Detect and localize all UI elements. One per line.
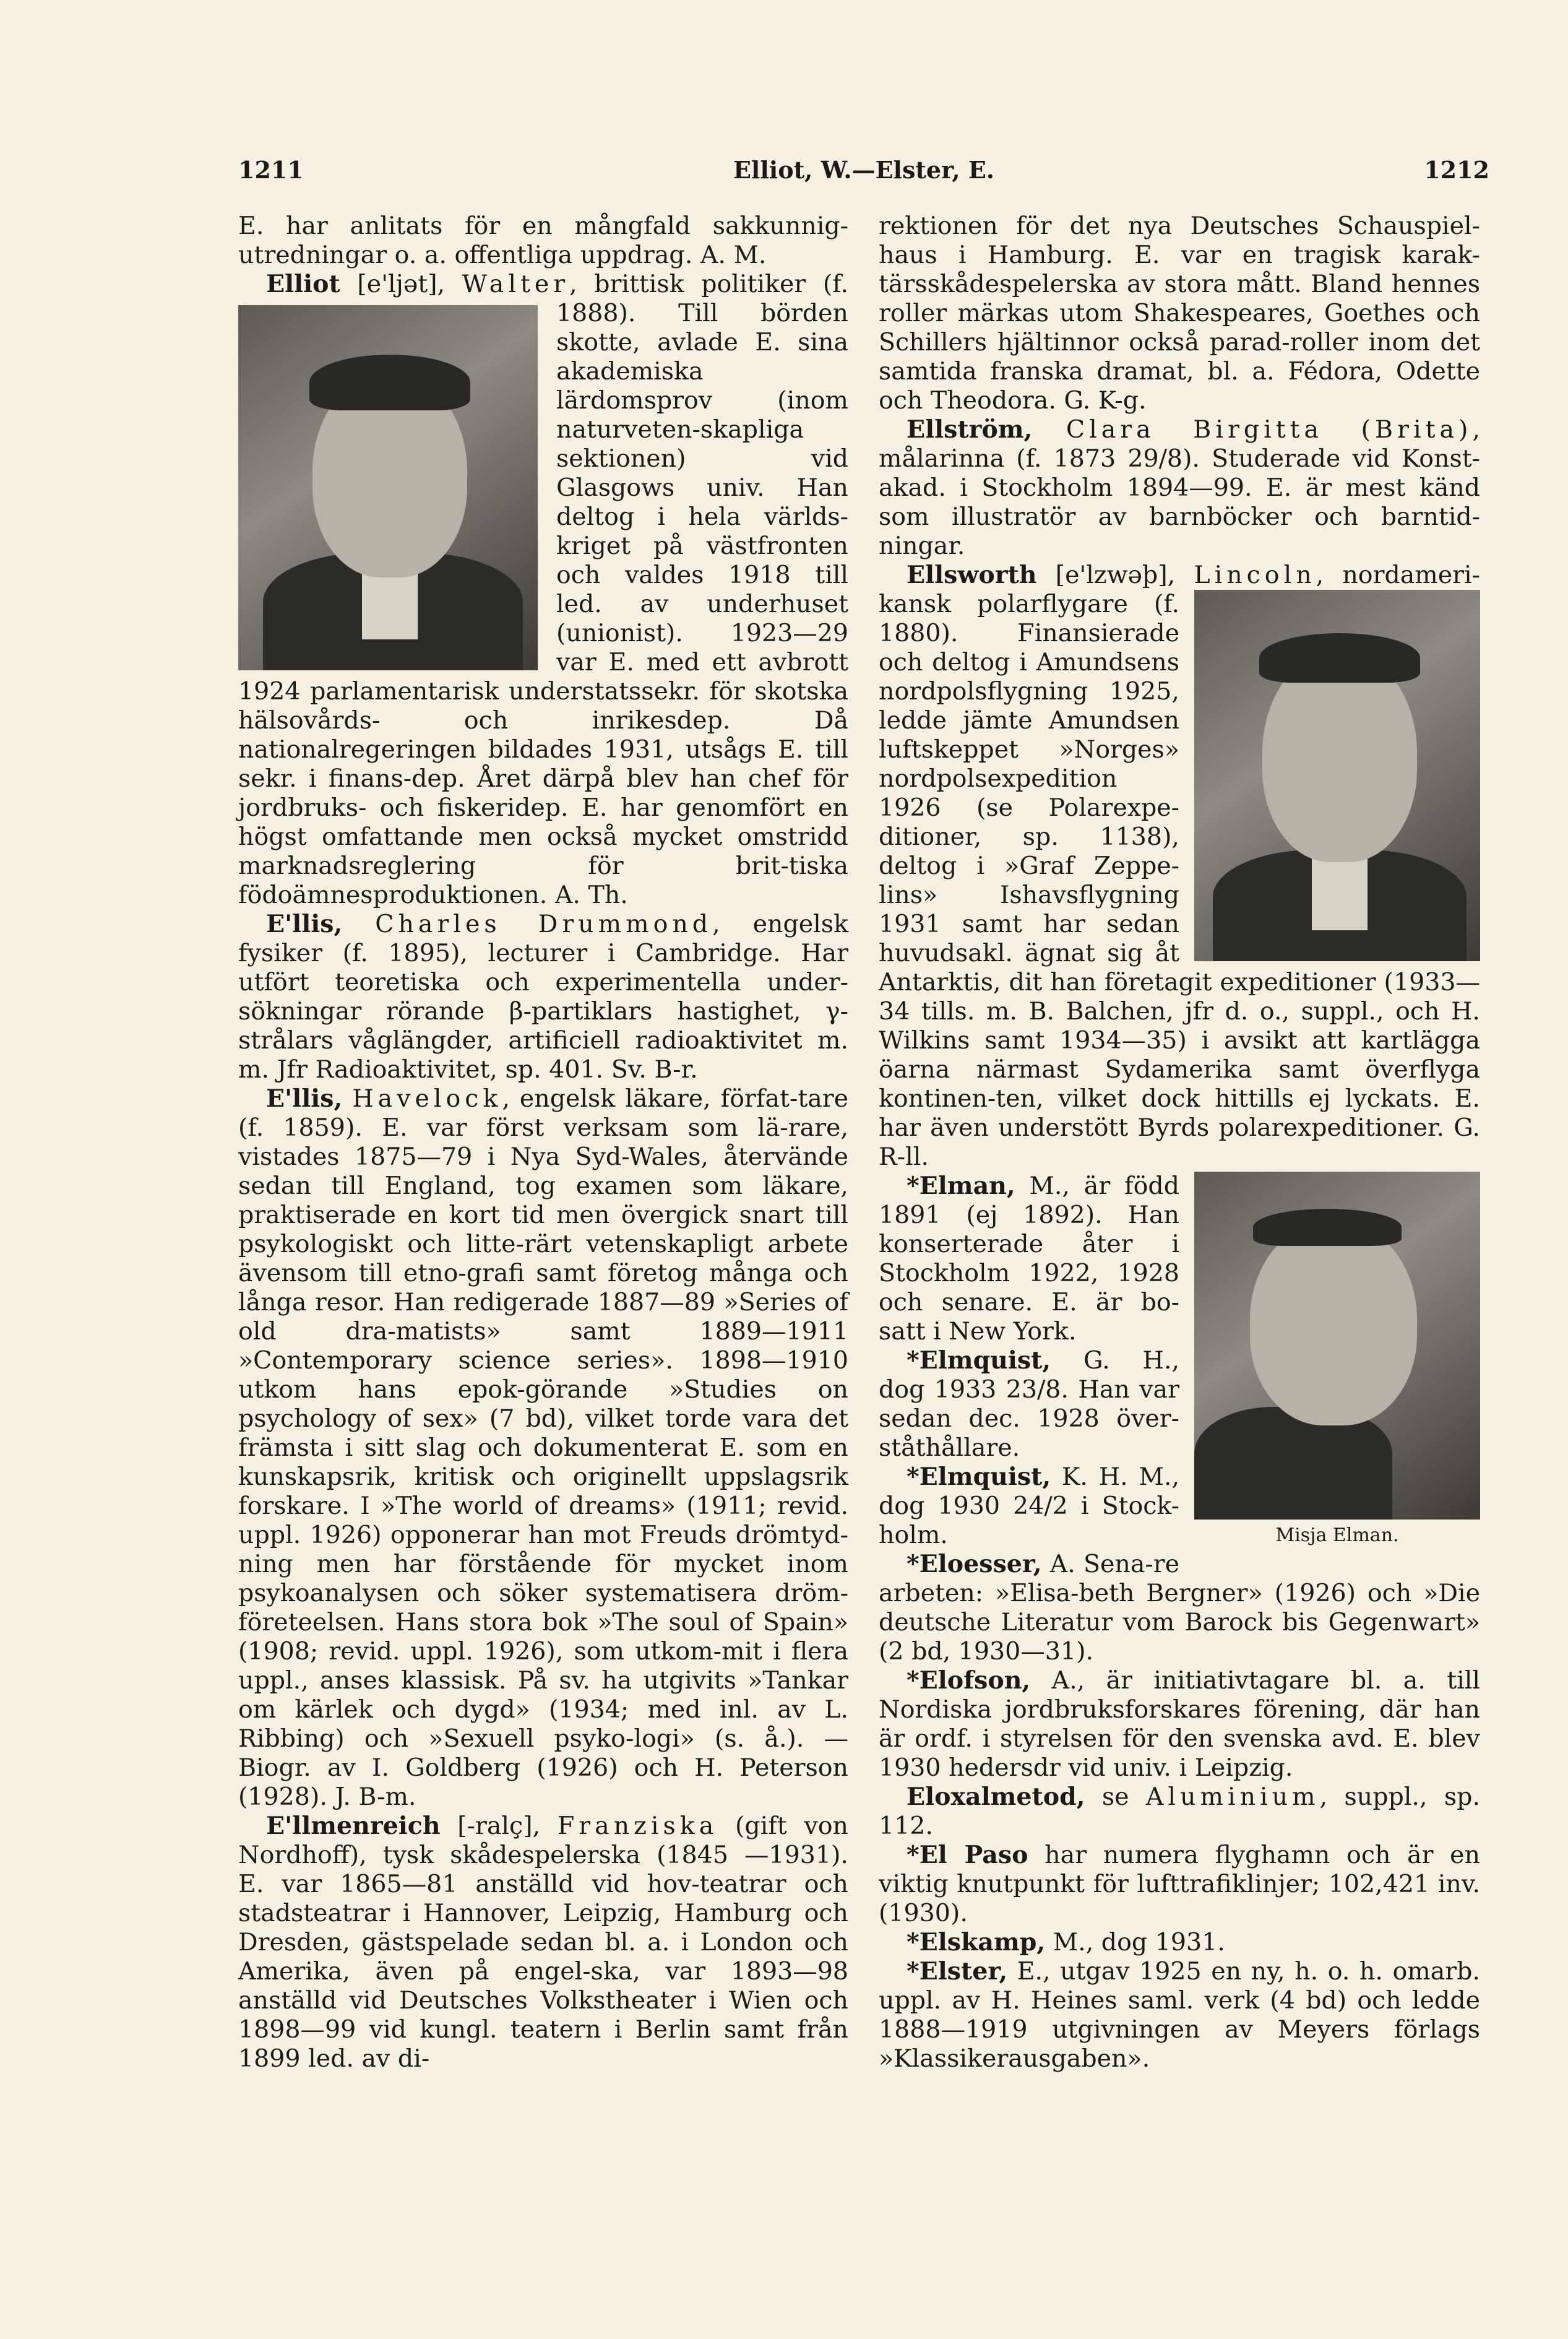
entry-elman: Misja Elman. *Elman, M., är född 1891 (ej 1892). Han konserterade åter i Stockholm 1922, 1928 och senare. E. är bo-satt i New York. xyxy=(879,1172,1480,1346)
entry-elliot: Elliot [e'ljət], Walter , brittisk politiker (f. 1888). Till börden skotte, avlade E. sina akademiska lärdomsprov (inom naturveten-skapliga sektionen) vid Glasgows univ. Han deltog i hela världs-kriget på västfronten och valdes 1918 till led. av underhuset (unionist). 1923—29 var E. med ett avbrott 1924 parlamentarisk understatssekr. för skotska hälsovårds- och inrikesdep. Då nationalregeringen bildades 1931, utsågs E. till sekr. i finans-dep. Året därpå blev han chef för jordbruks- och fiskeridep. E. har genomfört en högst omfattande men också mycket omstridd marknadsreglering för brit-tiska födoämnesproduktionen. A. Th. xyxy=(238,270,848,909)
entry-ellis-havelock: E'llis, Havelock, engelsk läkare, förfat-tare (f. 1859). E. var först verksam som lä-rare, vistades 1875—79 i Nya Syd-Wales, återvände sedan till England, tog examen som läkare, praktiserade en kort tid men övergick snart till psykologiskt och litte-rärt vetenskapligt arbete ävensom till etno-grafi samt företog många och långa resor. Han redigerade 1887—89 »Series of old dra-matists» samt 1889—1911 »Contemporary science series». 1898—1910 utkom hans epok-görande »Studies on psychology of sex» (7 bd), vilket torde vara det främsta i sitt slag och dokumenterat E. som en kunskapsrik, kritisk och originellt uppslagsrik forskare. I »The world of dreams» (1911; revid. uppl. 1926) opponerar han mot Freuds drömtyd-ning men har förstående för mycket inom psykoanalysen och söker systematisera dröm-företeelsen. Hans stora bok »The soul of Spain» (1908; revid. uppl. 1926), som utkom-mit i flera uppl., anses klassisk. På sv. ha utgivits »Tankar om kärlek och dygd» (1934; med inl. av L. Ribbing) och »Sexuell psyko-logi» (s. å.). — Biogr. av I. Goldberg (1926) och H. Peterson (1928). J. B-m. xyxy=(238,1084,849,1811)
right-page-number: 1212 xyxy=(1424,156,1489,184)
entry-elskamp: *Elskamp, M., dog 1931. xyxy=(907,1928,1225,1956)
entry-ellis-charles: E'llis, Charles Drummond, engelsk fysiker (f. 1895), lecturer i Cambridge. Har utfört teoretiska och experimentella under-sökningar rörande β-partiklars hastighet, γ-strålars våglängder, artificiell radioaktivitet m. m. Jfr Radioaktivitet, sp. 401. Sv. B-r. xyxy=(238,910,849,1084)
entry-el-paso: *El Paso har numera flyghamn och är en viktig knutpunkt för lufttrafiklinjer; 102,421 inv. (1930). xyxy=(879,1841,1480,1927)
entry-ellmenreich: E'llmenreich [-ralç], Franziska (gift von Nordhoff), tysk skådespelerska (1845 —1931). E. var 1865—81 anställd vid hov-teatrar och stadsteatrar i Hannover, Leipzig, Hamburg och Dresden, gästspelade sedan bl. a. i London och Amerika, även på engel-ska, var 1893—98 anställd vid Deutsches Volkstheater i Wien och 1898—99 vid kungl. teatern i Berlin samt från 1899 led. av di- xyxy=(238,1812,848,2073)
photo-caption: Misja Elman. xyxy=(1275,1524,1399,1546)
entry-ellsworth: Ellsworth [e'lzwəþ], Lincoln , nordameri-kansk polarflygare (f. 1880). Finansierade och deltog i Amundsens nordpolsflygning 1925, ledde jämte Amundsen luftskeppet »Norges» nordpolsexpedition 1926 (se Polarexpe-ditioner, sp. 1138), deltog i »Graf Zeppe-lins» Ishavsflygning 1931 samt har sedan huvudsakl. ägnat sig åt Antarktis, dit han företagit expeditioner (1933—34 tills. m. B. Balchen, jfr d. o., suppl., och H. Wilkins samt 1934—35) i avsikt att kartlägga öarna närmast Sydamerika samt överflyga kontinen-ten, vilket dock hittills ej lyckats. E. har även understött Byrds polarexpeditioner. G. R-ll. xyxy=(879,561,1480,1171)
entry-eloxalmetod: Eloxalmetod, se Aluminium, suppl., sp. 112. xyxy=(879,1783,1481,1840)
elman-figure xyxy=(1194,1172,1480,1548)
left-column xyxy=(238,212,848,2161)
entry-elster: *Elster, E., utgav 1925 en ny, h. o. h. omarb. uppl. av H. Heines saml. verk (4 bd) och ledde 1888—1919 utgivningen av Meyers förlags »Klassikerausgaben». xyxy=(879,1957,1480,2073)
entry-elmquist-g: *Elmquist, G. H., dog 1933 23/8. Han var sedan dec. 1928 över-ståthållare. xyxy=(879,1346,1179,1462)
entry-continuation: rektionen för det nya Deutsches Schauspiel-haus i Hamburg. E. var en tragisk karak-tärsskådespelerska av stora mått. Bland hennes roller märkas utom Shakespeares, Goethes och Schillers hjältinnor också parad-roller inom det samtida franska dramat, bl. a. Fédora, Odette och Theodora. G. K-g. xyxy=(879,212,1480,415)
entry-ellstrom: Ellström, Clara Birgitta (Brita), målarinna (f. 1873 29/8). Studerade vid Konst-akad. i Stockholm 1894—99. E. är mest känd som illustratör av barnböcker och barntid-ningar. xyxy=(879,415,1480,560)
entry-eloesser: *Eloesser, A. Sena-re arbeten: »Elisa-beth Bergner» (1926) och »Die deutsche Literatur vom Barock bis Gegenwart» (2 bd, 1930—31). xyxy=(879,1550,1480,1666)
page-header xyxy=(238,156,1489,187)
right-column xyxy=(879,212,1480,2161)
ellsworth-portrait xyxy=(1194,590,1480,961)
walter-elliot-portrait xyxy=(238,305,538,670)
entry-elmquist-k: *Elmquist, K. H. M., dog 1930 24/2 i Stock-holm. xyxy=(879,1463,1179,1549)
left-page-number: 1211 xyxy=(238,156,304,184)
elman-portrait xyxy=(1194,1172,1480,1520)
entry-paragraph: E. har anlitats för en mångfald sakkunnig-utredningar o. a. offentliga uppdrag. A. M. xyxy=(238,212,848,269)
running-title: Elliot, W.—Elster, E. xyxy=(733,156,995,184)
entry-elofson: *Elofson, A., är initiativtagare bl. a. till Nordiska jordbruksforskares förening, där han är ordf. i styrelsen för den svenska avd. E. blev 1930 hedersdr vid univ. i Leipzig. xyxy=(879,1666,1480,1782)
